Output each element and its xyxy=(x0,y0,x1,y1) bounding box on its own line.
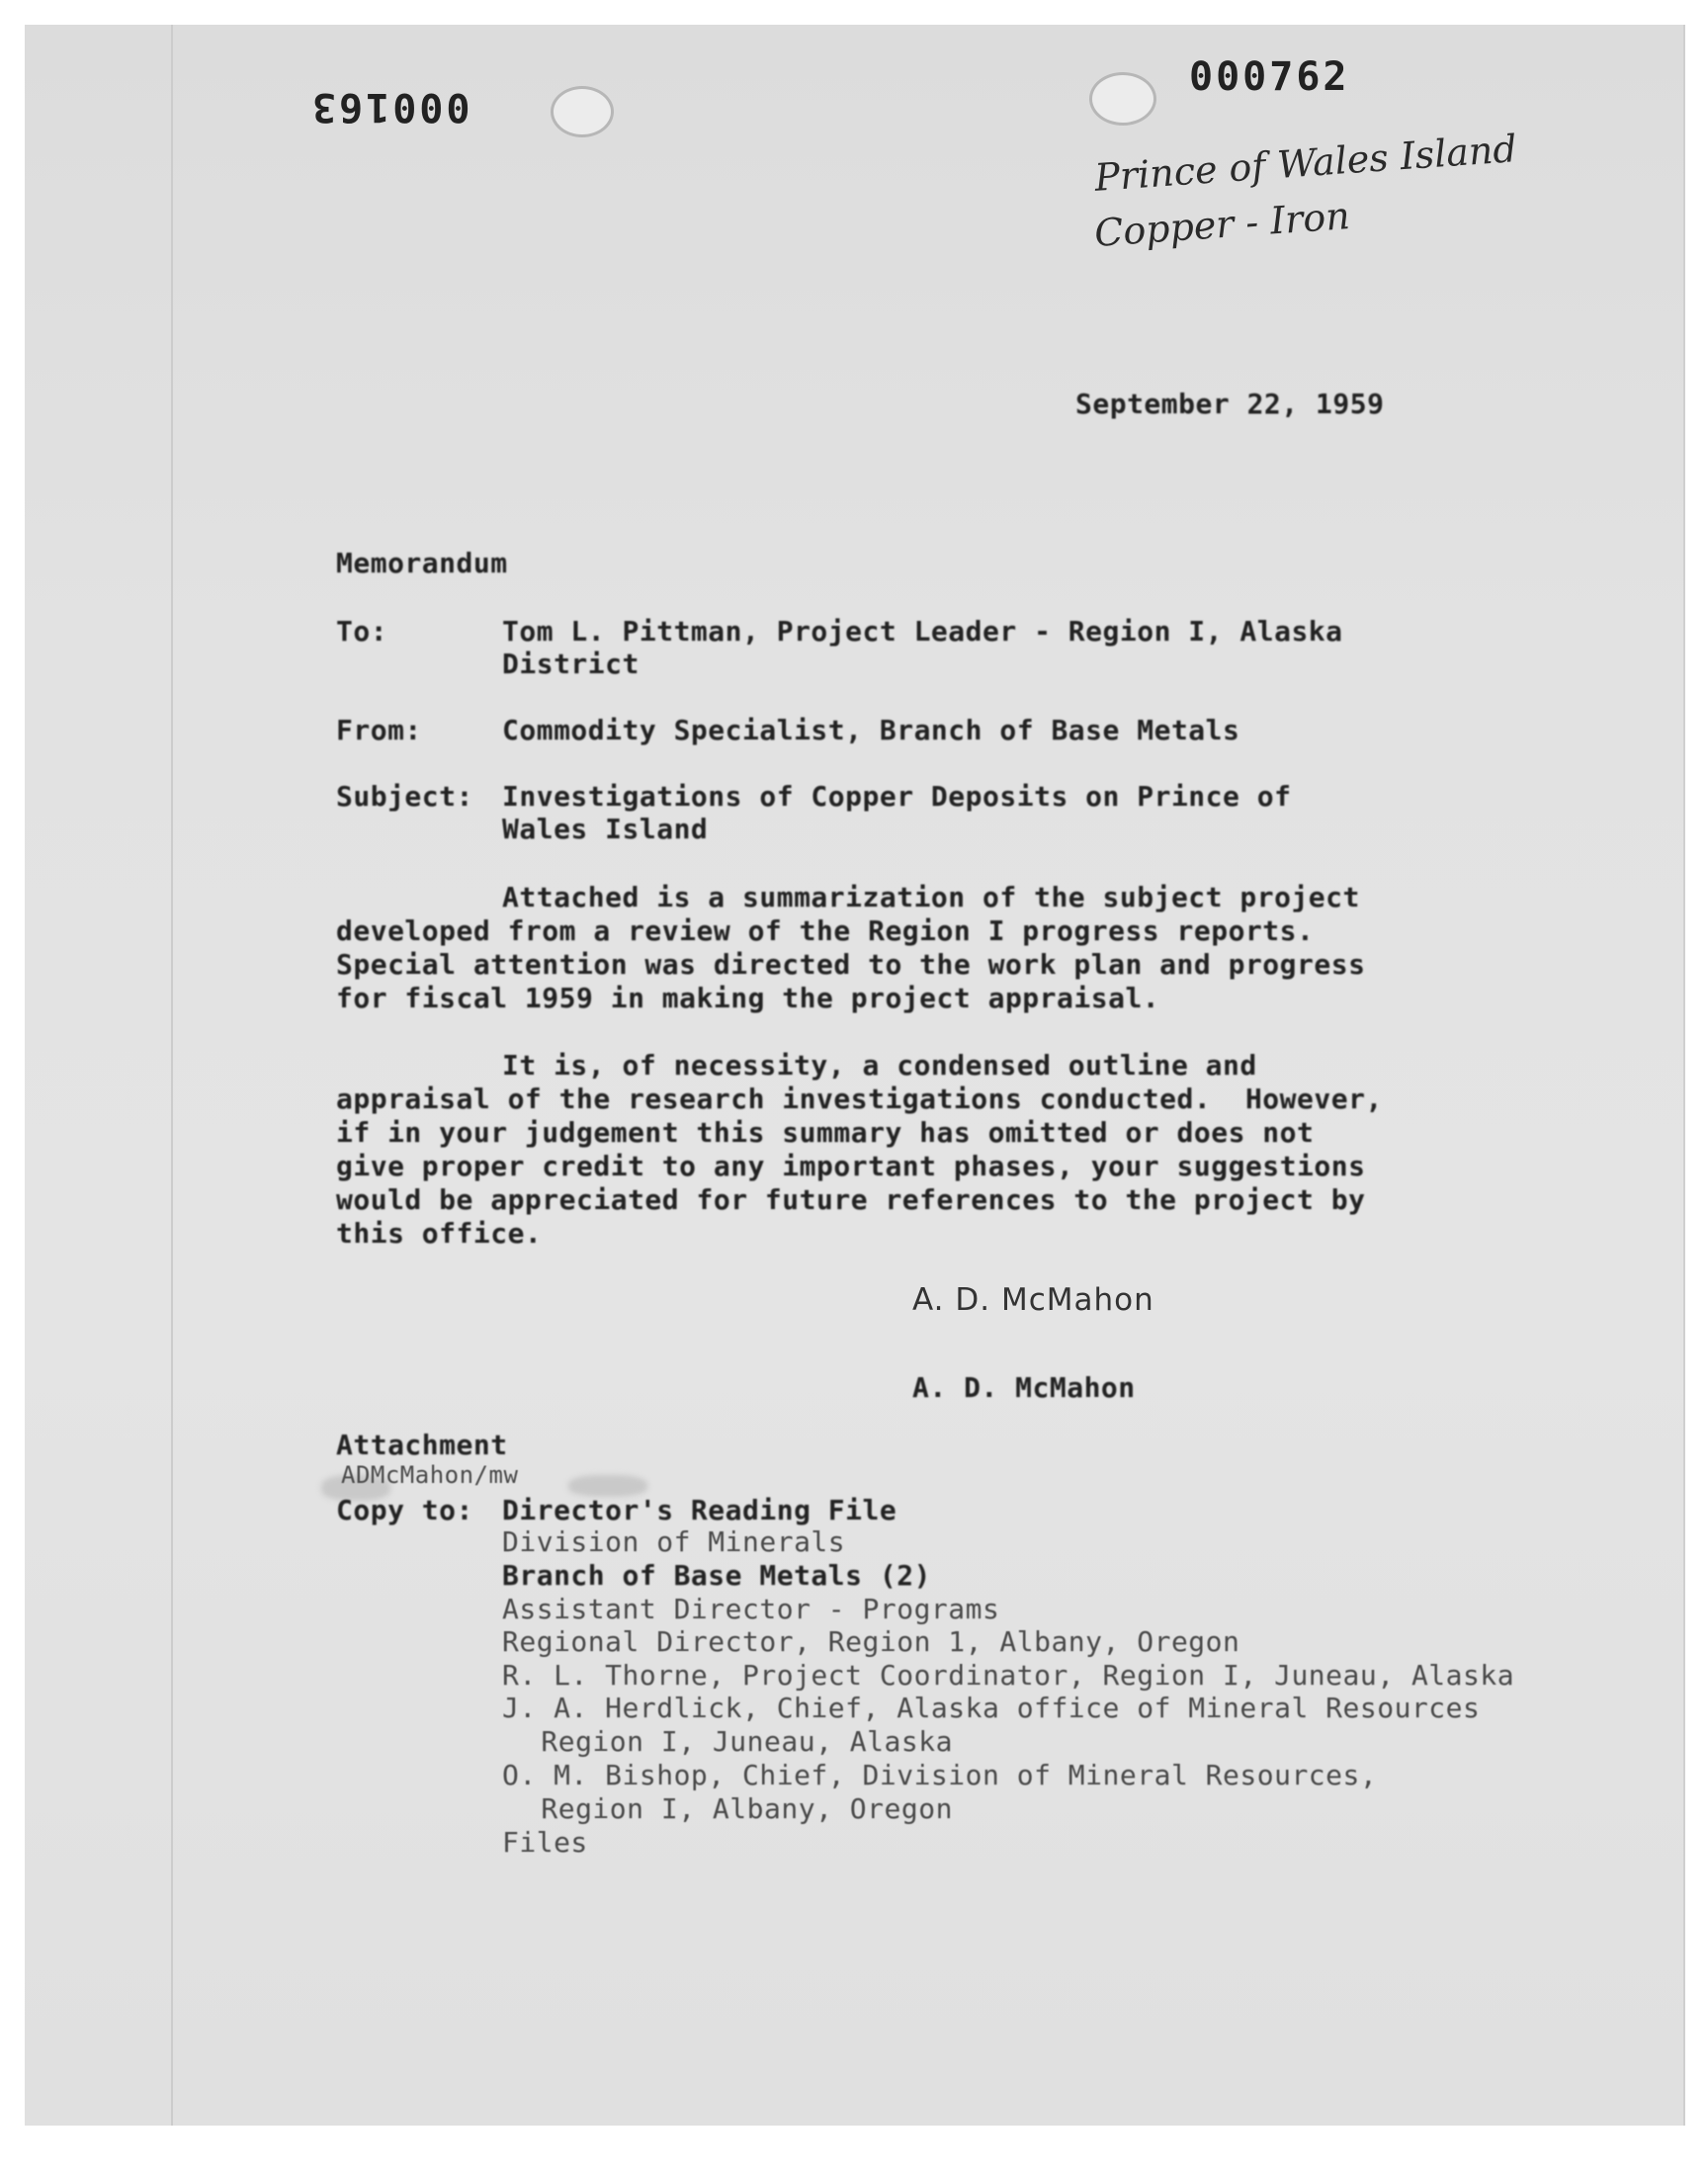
memo-date: September 22, 1959 xyxy=(1075,388,1385,420)
paragraph2-line: this office. xyxy=(336,1217,543,1250)
to-recipient-line2: District xyxy=(502,648,640,680)
copy-to-entry: Regional Director, Region 1, Albany, Oregon xyxy=(502,1625,1240,1658)
paragraph2-line: if in your judgement this summary has omitted or does not xyxy=(336,1116,1315,1149)
signature-typed: A. D. McMahon xyxy=(912,1371,1136,1404)
to-label: To: xyxy=(336,615,388,648)
scan-edge-line xyxy=(171,25,173,2126)
paragraph2-line: appraisal of the research investigations conducted. However, xyxy=(336,1083,1383,1115)
copy-to-entry: Assistant Director - Programs xyxy=(502,1593,1000,1625)
from-label: From: xyxy=(336,714,422,746)
copy-to-label: Copy to: xyxy=(336,1494,473,1526)
copy-to-entry: Division of Minerals xyxy=(502,1525,846,1558)
copy-to-entry: Files xyxy=(502,1826,588,1859)
copy-to-entry: O. M. Bishop, Chief, Division of Mineral Resources, xyxy=(502,1759,1378,1791)
copy-to-entry: Director's Reading File xyxy=(502,1494,897,1526)
punch-hole-right xyxy=(1089,72,1156,126)
file-number-stamp-left: 000163 xyxy=(309,84,470,130)
paragraph1-line: for fiscal 1959 in making the project appraisal. xyxy=(336,982,1160,1014)
paragraph2-line: would be appreciated for future references to the project by xyxy=(336,1183,1366,1216)
paragraph2-line: give proper credit to any important phases, your suggestions xyxy=(336,1150,1366,1182)
copy-to-entry: R. L. Thorne, Project Coordinator, Region I, Juneau, Alaska xyxy=(502,1659,1515,1692)
punch-hole-left xyxy=(551,86,614,137)
signature-stamp: A. D. McMahon xyxy=(912,1282,1154,1318)
attachment-label: Attachment xyxy=(336,1429,508,1461)
subject-line2: Wales Island xyxy=(502,813,709,845)
subject-line1: Investigations of Copper Deposits on Prince of xyxy=(502,780,1292,813)
copy-to-entry: Region I, Albany, Oregon xyxy=(524,1792,953,1825)
file-number-stamp-right: 000762 xyxy=(1189,54,1350,100)
handwritten-note-line1: Prince of Wales Island xyxy=(1092,127,1518,200)
handwritten-note-line2: Copper - Iron xyxy=(1092,194,1352,255)
to-recipient-line1: Tom L. Pittman, Project Leader - Region I, Alaska xyxy=(502,615,1343,648)
memo-heading: Memorandum xyxy=(336,547,508,579)
typist-initials: ADMcMahon/mw xyxy=(341,1461,519,1489)
from-sender: Commodity Specialist, Branch of Base Metals xyxy=(502,714,1240,746)
paragraph1-line: Special attention was directed to the work plan and progress xyxy=(336,948,1366,981)
paragraph2-line: It is, of necessity, a condensed outline and xyxy=(502,1049,1257,1082)
paragraph1-line: Attached is a summarization of the subject project xyxy=(502,881,1360,914)
paragraph1-line: developed from a review of the Region I progress reports. xyxy=(336,914,1315,947)
copy-to-entry: J. A. Herdlick, Chief, Alaska office of Mineral Resources xyxy=(502,1692,1481,1724)
copy-to-entry: Region I, Juneau, Alaska xyxy=(524,1725,953,1758)
copy-to-entry: Branch of Base Metals (2) xyxy=(502,1559,931,1592)
subject-label: Subject: xyxy=(336,780,473,813)
document-page xyxy=(25,25,1685,2126)
